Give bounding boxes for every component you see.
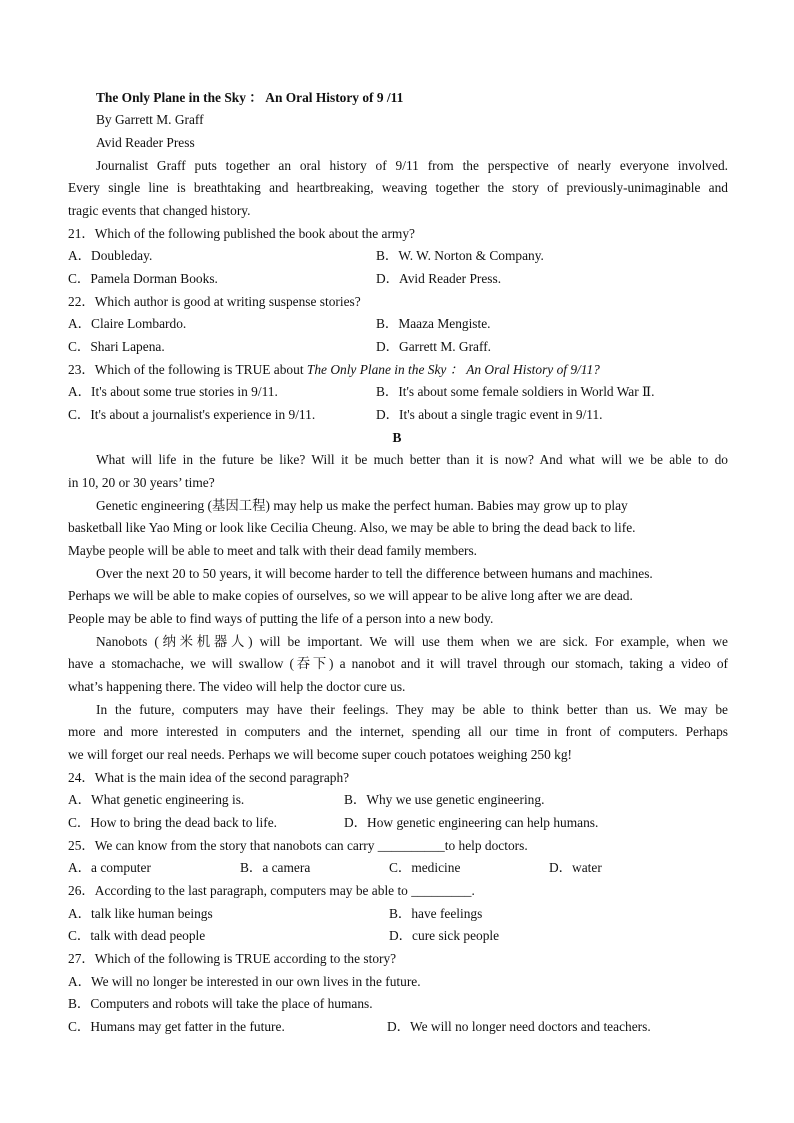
option-c: C．Shari Lapena.	[68, 339, 165, 354]
option-a: A．a computer	[68, 860, 151, 875]
book-description-line: Journalist Graff puts together an oral history of 9/11 from the perspective of nearly everyone involved.	[96, 158, 728, 173]
passage-line: Over the next 20 to 50 years, it will become harder to tell the difference between humans and machines.	[96, 566, 653, 581]
question-27-stem: 27．Which of the following is TRUE according to the story?	[68, 951, 397, 966]
option-b: B．Why we use genetic engineering.	[344, 792, 545, 807]
passage-line: have a stomachache, we will swallow (吞下) a nanobot and it will travel through our stomach, taking a video of	[68, 656, 728, 671]
question-23-options-row	[68, 404, 728, 426]
section-heading-b: B	[392, 430, 402, 445]
question-24-options-row	[68, 812, 728, 834]
book-description-line: Every single line is breathtaking and heartbreaking, weaving together the story of previously-unimaginable and	[68, 180, 728, 195]
option-c: C．How to bring the dead back to life.	[68, 815, 277, 830]
passage-line: in 10, 20 or 30 years’ time?	[68, 475, 215, 490]
question-27-options-row	[68, 1016, 728, 1038]
option-c: C．talk with dead people	[68, 928, 206, 943]
option-b: B．have feelings	[389, 906, 483, 921]
question-23-stem-text: 23．Which of the following is TRUE about	[68, 362, 307, 377]
option-a: A．What genetic engineering is.	[68, 792, 245, 807]
option-d: D．How genetic engineering can help humans.	[344, 815, 599, 830]
option-c: C．Pamela Dorman Books.	[68, 271, 218, 286]
question-23-stem	[68, 359, 728, 381]
question-22-stem: 22．Which author is good at writing suspense stories?	[68, 294, 361, 309]
option-d: D．We will no longer need doctors and teachers.	[387, 1019, 651, 1034]
passage-line: Nanobots (纳米机器人) will be important. We will use them when we are sick. For example, when we	[96, 634, 728, 649]
option-b: B．It's about some female soldiers in World War Ⅱ.	[376, 384, 655, 399]
question-24-options-row	[68, 789, 728, 811]
option-b: B．W. W. Norton & Company.	[376, 248, 544, 263]
passage-line: Genetic engineering (基因工程) may help us make the perfect human. Babies may grow up to play	[96, 498, 628, 513]
passage-line: Perhaps we will be able to make copies of ourselves, so we will appear to be alive long after we are dead.	[68, 588, 633, 603]
question-23-options-row	[68, 381, 728, 403]
option-a: A．Doubleday.	[68, 248, 153, 263]
question-21-stem: 21．Which of the following published the book about the army?	[68, 226, 415, 241]
option-b: B．Maaza Mengiste.	[376, 316, 491, 331]
question-25-stem: 25．We can know from the story that nanobots can carry __________to help doctors.	[68, 838, 528, 853]
question-26-options-row	[68, 903, 728, 925]
option-a: A．It's about some true stories in 9/11.	[68, 384, 278, 399]
book-description-line: tragic events that changed history.	[68, 203, 251, 218]
passage-line: In the future, computers may have their feelings. They may be able to think better than us. We may be	[96, 702, 728, 717]
option-c: C．It's about a journalist's experience in 9/11.	[68, 407, 316, 422]
option-b: B．a camera	[240, 860, 311, 875]
question-22-options-row	[68, 313, 728, 335]
option-d: D．Garrett M. Graff.	[376, 339, 492, 354]
book-publisher: Avid Reader Press	[96, 135, 195, 150]
question-24-stem: 24．What is the main idea of the second paragraph?	[68, 770, 350, 785]
option-d: D．It's about a single tragic event in 9/11.	[376, 407, 603, 422]
passage-line: People may be able to find ways of putting the life of a person into a new body.	[68, 611, 494, 626]
question-21-options-row	[68, 245, 728, 267]
passage-line: Maybe people will be able to meet and talk with their dead family members.	[68, 543, 478, 558]
passage-line: more and more interested in computers and the internet, spending all our time in front of computers. Perhaps	[68, 724, 728, 739]
question-22-options-row	[68, 336, 728, 358]
question-27-option-b: B．Computers and robots will take the place of humans.	[68, 996, 373, 1011]
option-d: D．cure sick people	[389, 928, 500, 943]
option-c: C．medicine	[389, 860, 461, 875]
passage-line: what’s happening there. The video will help the doctor cure us.	[68, 679, 406, 694]
question-27-option-a: A．We will no longer be interested in our own lives in the future.	[68, 974, 421, 989]
question-26-options-row	[68, 925, 728, 947]
passage-line: basketball like Yao Ming or look like Cecilia Cheung. Also, we may be able to bring the dead back to life.	[68, 520, 636, 535]
question-26-stem: 26．According to the last paragraph, computers may be able to _________.	[68, 883, 475, 898]
option-c: C．Humans may get fatter in the future.	[68, 1019, 285, 1034]
question-23-book-title: The Only Plane in the Sky ： An Oral History of 9/11?	[306, 362, 600, 377]
option-d: D．water	[549, 860, 602, 875]
passage-line: we will forget our real needs. Perhaps we will become super couch potatoes weighing 250 kg!	[68, 747, 572, 762]
question-21-options-row	[68, 268, 728, 290]
option-a: A．Claire Lombardo.	[68, 316, 187, 331]
option-a: A．talk like human beings	[68, 906, 213, 921]
book-author: By Garrett M. Graff	[96, 112, 204, 127]
passage-line: What will life in the future be like? Will it be much better than it is now? And what will we be able to do	[96, 452, 728, 467]
book-title: The Only Plane in the Sky ： An Oral History of 9 /11	[96, 90, 404, 105]
question-25-options-row	[68, 857, 728, 879]
option-d: D．Avid Reader Press.	[376, 271, 502, 286]
